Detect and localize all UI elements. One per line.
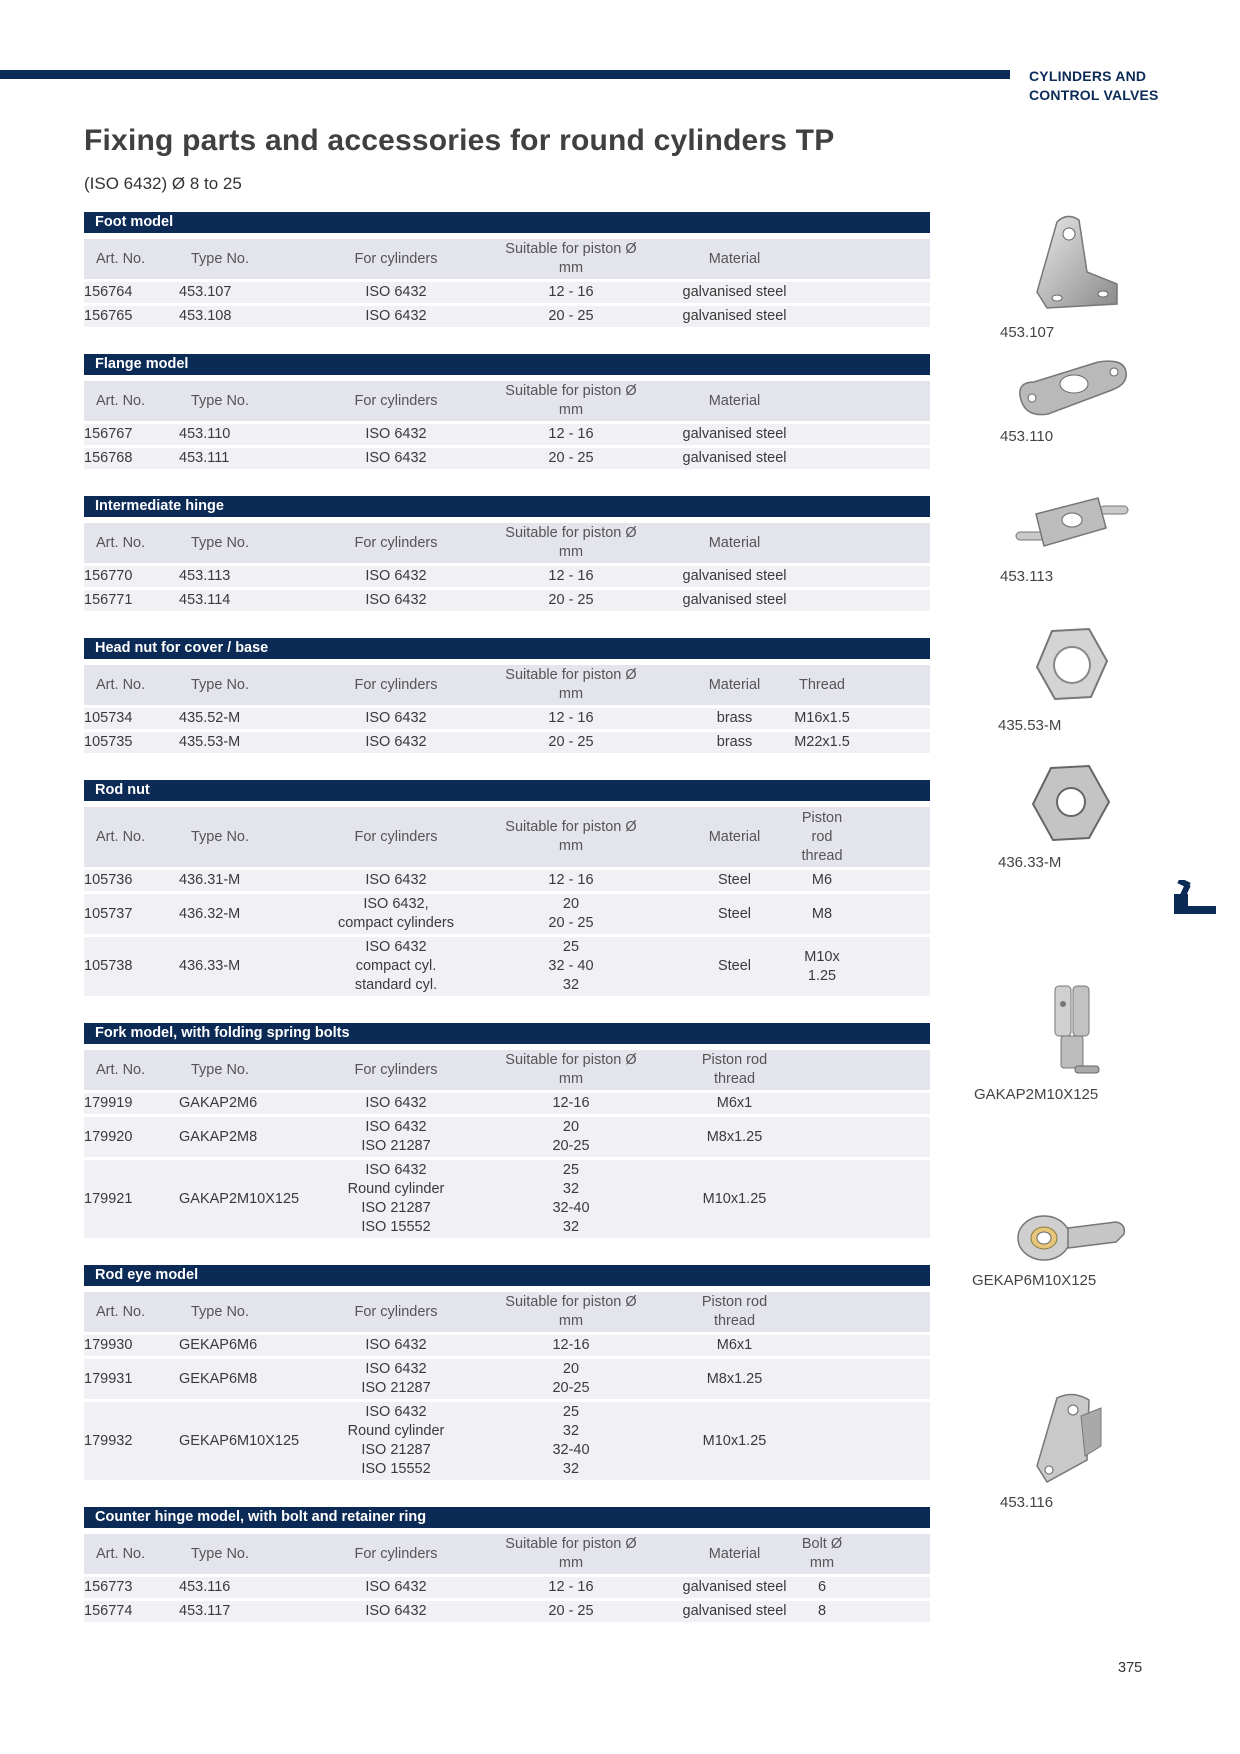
- table-fork-model: [84, 1023, 930, 1241]
- product-image-label: 453.116: [1000, 1494, 1054, 1511]
- col-piston: Suitable for piston Ø mm: [461, 239, 681, 279]
- table-row: 156770 453.113 ISO 6432 12 - 16 galvanised steel: [84, 566, 930, 587]
- table-title: Flange model: [84, 354, 930, 375]
- product-image-453-110: [972, 352, 1172, 445]
- table-title: Intermediate hinge: [84, 496, 930, 517]
- table-head-nut: [84, 638, 930, 756]
- page-subtitle: (ISO 6432) Ø 8 to 25: [84, 174, 242, 193]
- product-image-453-107: [972, 212, 1172, 341]
- intermediate-hinge-icon: [1012, 484, 1132, 564]
- section-label-line1: CYLINDERS AND: [1029, 68, 1147, 84]
- page-title: Fixing parts and accessories for round cylinders TP: [84, 124, 835, 157]
- product-image-label: 435.53-M: [998, 717, 1062, 734]
- head-nut-icon: [1017, 625, 1127, 713]
- table-row: 156773 453.116 ISO 6432 12 - 16 galvanised steel 6: [84, 1577, 930, 1598]
- product-image-label: GAKAP2M10X125: [974, 1086, 1099, 1103]
- product-image-gakap2m10x125: [972, 982, 1172, 1103]
- table-header-row: Art. No. Type No. For cylinders Suitable for piston Ø mm Material: [84, 523, 930, 563]
- foot-bracket-icon: [1017, 212, 1127, 320]
- table-header-row: [84, 239, 930, 279]
- product-image-453-113: [972, 484, 1172, 585]
- table-row: 179920 GAKAP2M8 ISO 6432 ISO 21287 20 20-25 M8x1.25: [84, 1117, 930, 1157]
- header-bar: [0, 70, 1010, 79]
- rod-nut-icon: [1017, 762, 1127, 850]
- section-label-line2: CONTROL VALVES: [1029, 87, 1159, 103]
- table-row: 156774 453.117 ISO 6432 20 - 25 galvanised steel 8: [84, 1601, 930, 1622]
- table-row: 105736 436.31-M ISO 6432 12 - 16 Steel M6: [84, 870, 930, 891]
- product-image-label: 453.107: [1000, 324, 1055, 341]
- rod-eye-icon: [1012, 1208, 1132, 1268]
- table-row: 179921 GAKAP2M10X125 ISO 6432 Round cylinder ISO 21287 ISO 15552 25 32 32-40 32 M10x1.25: [84, 1160, 930, 1238]
- col-material: Material: [681, 239, 788, 279]
- flange-plate-icon: [1012, 352, 1132, 424]
- product-image-label: GEKAP6M10X125: [972, 1272, 1097, 1289]
- product-image-436-33-m: [972, 762, 1172, 871]
- table-row: 105737 436.32-M ISO 6432, compact cylinders 20 20 - 25 Steel M8: [84, 894, 930, 934]
- table-row: 156764 453.107 ISO 6432 12 - 16 galvanised steel: [84, 282, 930, 303]
- table-row: 105734 435.52-M ISO 6432 12 - 16 brass M16x1.5: [84, 708, 930, 729]
- table-header-row: Art. No. Type No. For cylinders Suitable for piston Ø mm Piston rod thread: [84, 1050, 930, 1090]
- product-image-gekap6m10x125: [972, 1208, 1172, 1289]
- product-image-label: 436.33-M: [998, 854, 1062, 871]
- table-title: Counter hinge model, with bolt and retainer ring: [84, 1507, 930, 1528]
- table-title: Rod eye model: [84, 1265, 930, 1286]
- table-header-row: Art. No. Type No. For cylinders Suitable for piston Ø mm Piston rod thread: [84, 1292, 930, 1332]
- table-row: 179931 GEKAP6M8 ISO 6432 ISO 21287 20 20-25 M8x1.25: [84, 1359, 930, 1399]
- table-row: 105735 435.53-M ISO 6432 20 - 25 brass M22x1.5: [84, 732, 930, 753]
- table-rod-eye-model: [84, 1265, 930, 1483]
- table-title: Rod nut: [84, 780, 930, 801]
- table-intermediate-hinge: [84, 496, 930, 614]
- table-row: 179932 GEKAP6M10X125 ISO 6432 Round cylinder ISO 21287 ISO 15552 25 32 32-40 32 M10x1.25: [84, 1402, 930, 1480]
- table-rod-nut: [84, 780, 930, 999]
- table-header-row: Art. No. Type No. For cylinders Suitable for piston Ø mm Material: [84, 381, 930, 421]
- table-row: 156771 453.114 ISO 6432 20 - 25 galvanised steel: [84, 590, 930, 611]
- table-header-row: Art. No. Type No. For cylinders Suitable for piston Ø mm Material Bolt Ø mm: [84, 1534, 930, 1574]
- table-title: Foot model: [84, 212, 930, 233]
- table-header-row: Art. No. Type No. For cylinders Suitable for piston Ø mm Material Piston rod thread: [84, 807, 930, 867]
- table-counter-hinge: [84, 1507, 930, 1625]
- table-row: 179930 GEKAP6M6 ISO 6432 12-16 M6x1: [84, 1335, 930, 1356]
- table-row: 179919 GAKAP2M6 ISO 6432 12-16 M6x1: [84, 1093, 930, 1114]
- counter-hinge-icon: [1017, 1390, 1127, 1490]
- product-image-label: 453.110: [1000, 428, 1054, 445]
- table-flange-model: [84, 354, 930, 472]
- col-art-no: Art. No.: [84, 239, 179, 279]
- table-header-row: Art. No. Type No. For cylinders Suitable for piston Ø mm Material Thread: [84, 665, 930, 705]
- col-for-cylinders: For cylinders: [331, 239, 461, 279]
- product-tables: [84, 212, 930, 1649]
- table-row: 156768 453.111 ISO 6432 20 - 25 galvanised steel: [84, 448, 930, 469]
- table-row: 105738 436.33-M ISO 6432 compact cyl. standard cyl. 25 32 - 40 32 Steel M10x 1.25: [84, 937, 930, 996]
- fork-clevis-icon: [1017, 982, 1127, 1082]
- table-title: Head nut for cover / base: [84, 638, 930, 659]
- product-image-435-53-m: [972, 625, 1172, 734]
- table-foot-model: [84, 212, 930, 330]
- col-type-no: Type No.: [179, 239, 331, 279]
- table-row: 156767 453.110 ISO 6432 12 - 16 galvanised steel: [84, 424, 930, 445]
- cylinder-category-icon: [1172, 880, 1218, 925]
- page-number: 375: [1118, 1660, 1143, 1676]
- section-label: [1029, 67, 1159, 105]
- table-row: 156765 453.108 ISO 6432 20 - 25 galvanised steel: [84, 306, 930, 327]
- table-title: Fork model, with folding spring bolts: [84, 1023, 930, 1044]
- product-image-453-116: [972, 1390, 1172, 1511]
- product-image-label: 453.113: [1000, 568, 1054, 585]
